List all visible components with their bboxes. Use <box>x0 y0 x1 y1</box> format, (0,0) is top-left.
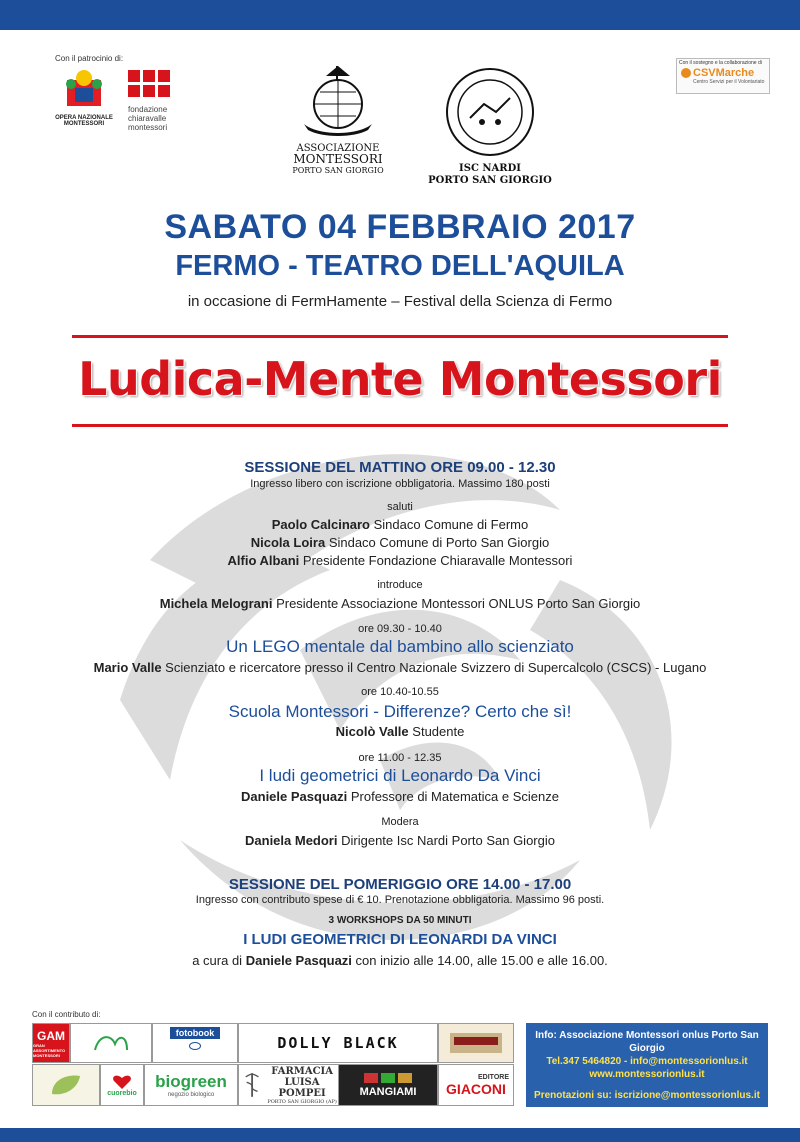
event-date: SABATO 04 FEBBRAIO 2017 <box>164 208 636 246</box>
title-rule-top <box>72 335 728 338</box>
talk-1-time: ore 09.30 - 10.40 <box>358 623 442 635</box>
caduceus-icon <box>243 1070 261 1100</box>
talk-2-speaker <box>0 724 800 739</box>
giaconi-name: GIACONI <box>446 1080 506 1097</box>
info-booking-link[interactable]: Prenotazioni su: iscrizione@montessorionlus.it <box>534 1090 760 1101</box>
assoc-line-3: PORTO SAN GIORGIO <box>292 166 384 175</box>
speaker-role: Sindaco Comune di Fermo <box>373 517 529 532</box>
talk-2-title: Scuola Montessori - Differenze? Certo che sì! <box>228 702 572 721</box>
sponsor-giaconi <box>438 1064 514 1106</box>
talk-1-title: Un LEGO mentale dal bambino allo scienziato <box>226 637 574 656</box>
gam-name: GAM <box>37 1028 65 1043</box>
farmacia-line-1: FARMACIA <box>271 1065 333 1077</box>
opera-logo-text: OPERA NAZIONALE MONTESSORI <box>55 115 113 127</box>
farmacia-line-3: PORTO SAN GIORGIO (AP) <box>267 1098 337 1105</box>
speaker-role: Sindaco Comune di Porto San Giorgio <box>328 535 550 550</box>
fondazione-line-2: chiaravalle <box>128 114 167 123</box>
contrib-label: Con il contributo di: <box>32 1010 101 1019</box>
modera-label: Modera <box>381 816 419 828</box>
isc-line-2: PORTO SAN GIORGIO <box>428 175 552 186</box>
cura-post: con inizio alle 14.00, alle 15.00 e alle 16.00. <box>355 953 608 968</box>
saluti-row-3 <box>0 553 800 568</box>
info-line-1: Info: Associazione Montessori onlus Porto San Giorgio <box>535 1030 759 1054</box>
speaker-name: Nicolò Valle <box>335 724 409 739</box>
speaker-role: Presidente Associazione Montessori ONLUS Porto San Giorgio <box>276 596 641 611</box>
speaker-name: Mario Valle <box>93 660 162 675</box>
opera-montessori-logo <box>55 68 113 127</box>
afternoon-heading: SESSIONE DEL POMERIGGIO ORE 14.00 - 17.00 <box>228 876 572 893</box>
mangiami-tiles <box>364 1073 412 1083</box>
saluti-row-2 <box>0 535 800 550</box>
sponsor-gam <box>32 1023 70 1063</box>
sponsor-cfi <box>70 1023 152 1063</box>
fondazione-line-1: fondazione <box>128 105 168 114</box>
speaker-role: Studente <box>412 724 465 739</box>
info-line-2[interactable]: Tel.347 5464820 - info@montessorionlus.it <box>546 1056 748 1067</box>
sponsor-mangiami <box>338 1064 438 1106</box>
sponsor-fotobook <box>152 1023 238 1063</box>
saluti-label: saluti <box>387 501 413 513</box>
title-rule-bottom <box>72 424 728 427</box>
talk-3-title: I ludi geometrici di Leonardo Da Vinci <box>259 766 541 785</box>
leaf-icon <box>46 1072 86 1098</box>
workshops-title: I LUDI GEOMETRICI DI LEONARDI DA VINCI <box>243 931 557 948</box>
morning-heading: SESSIONE DEL MATTINO ORE 09.00 - 12.30 <box>244 459 556 476</box>
speaker-role: Scienziato e ricercatore presso il Centro Nazionale Svizzero di Supercalcolo (CSCS) - Lugano <box>165 660 707 675</box>
fondazione-text <box>128 105 198 132</box>
fondazione-logo <box>128 70 198 132</box>
fondazione-emblem-icon <box>128 70 172 100</box>
bottom-bar <box>0 1128 800 1142</box>
speaker-name: Alfio Albani <box>227 553 300 568</box>
opera-emblem-icon <box>55 68 113 110</box>
csv-sub: Centro Servizi per il Volontariato <box>693 79 765 85</box>
background-swirl <box>0 400 800 1000</box>
introduce-label: introduce <box>377 579 423 591</box>
patronage-label: Con il patrocinio di: <box>55 54 124 63</box>
workshops-label: 3 WORKSHOPS DA 50 MINUTI <box>328 915 472 926</box>
event-venue: FERMO - TEATRO DELL'AQUILA <box>175 250 625 282</box>
speaker-name: Daniele Pasquazi <box>241 789 348 804</box>
modera-row <box>0 833 800 848</box>
sponsor-biscotti <box>32 1064 100 1106</box>
saluti-row-1 <box>0 517 800 532</box>
associazione-logo <box>288 64 388 176</box>
talk-3-time: ore 11.00 - 12.35 <box>358 752 442 764</box>
biogreen-name: biogreen <box>155 1072 227 1091</box>
sponsor-dolly-black <box>238 1023 438 1063</box>
globe-ship-icon <box>298 64 378 138</box>
fotobook-eye-icon <box>189 1042 201 1050</box>
afternoon-note: Ingresso con contributo spese di € 10. Prenotazione obbligatoria. Massimo 96 posti. <box>195 894 605 906</box>
talk-2-time: ore 10.40-10.55 <box>361 686 439 698</box>
speaker-role: Dirigente Isc Nardi Porto San Giorgio <box>341 833 555 848</box>
speaker-role: Presidente Fondazione Chiaravalle Montessori <box>302 553 573 568</box>
mangiami-name: MANGIAMI <box>359 1085 417 1098</box>
workshops-cura <box>0 953 800 968</box>
top-bar <box>0 0 800 30</box>
sponsor-cuorebio <box>100 1064 144 1106</box>
biogreen-sub: negozio biologico <box>167 1092 215 1098</box>
isc-nardi-logo <box>420 66 560 187</box>
introduce-row <box>0 596 800 611</box>
talk-1-speaker <box>0 660 800 675</box>
gastronomia-shop-icon <box>446 1029 506 1057</box>
event-occasion: in occasione di FermHamente – Festival della Scienza di Fermo <box>187 293 613 310</box>
speaker-name: Michela Melograni <box>159 596 273 611</box>
isc-line-1: ISC NARDI <box>459 163 521 174</box>
cura-name: Daniele Pasquazi <box>245 953 352 968</box>
farmacia-line-2: LUISA POMPEI <box>278 1076 326 1099</box>
speaker-name: Paolo Calcinaro <box>271 517 370 532</box>
heart-icon <box>113 1074 131 1090</box>
dolly-name: DOLLY BLACK <box>277 1034 399 1052</box>
info-box <box>526 1023 768 1107</box>
fotobook-name: fotobook <box>170 1027 221 1039</box>
assoc-line-2: MONTESSORI <box>293 152 383 166</box>
editore-label: EDITORE <box>478 1073 509 1081</box>
main-title: Ludica-Mente Montessori <box>78 352 722 406</box>
cura-pre: a cura di <box>192 953 243 968</box>
speaker-name: Daniela Medori <box>245 833 338 848</box>
sponsor-biogreen <box>144 1064 238 1106</box>
assoc-line-1: ASSOCIAZIONE <box>296 143 380 154</box>
sponsor-gastronomia <box>438 1023 514 1063</box>
csv-marche-logo <box>676 58 770 94</box>
morning-note: Ingresso libero con iscrizione obbligatoria. Massimo 180 posti <box>250 478 550 490</box>
cuorebio-name: cuorebio <box>107 1089 137 1097</box>
isc-seal-icon <box>444 66 536 158</box>
csv-name: CSVMarche <box>693 67 755 79</box>
sponsor-farmacia <box>238 1064 342 1106</box>
fondazione-line-3: montessori <box>128 123 168 132</box>
talk-3-speaker <box>0 789 800 804</box>
speaker-role: Professore di Matematica e Scienze <box>350 789 559 804</box>
info-website-link[interactable]: www.montessorionlus.it <box>589 1069 705 1080</box>
csv-hands-icon <box>681 68 691 78</box>
cfi-logo-icon <box>91 1032 131 1054</box>
gam-sub: GRAN ASSORTIMENTO MONTESSORI <box>33 1042 66 1058</box>
speaker-name: Nicola Loira <box>250 535 326 550</box>
collab-label: Con il sostegno e la collaborazione di <box>679 60 762 66</box>
